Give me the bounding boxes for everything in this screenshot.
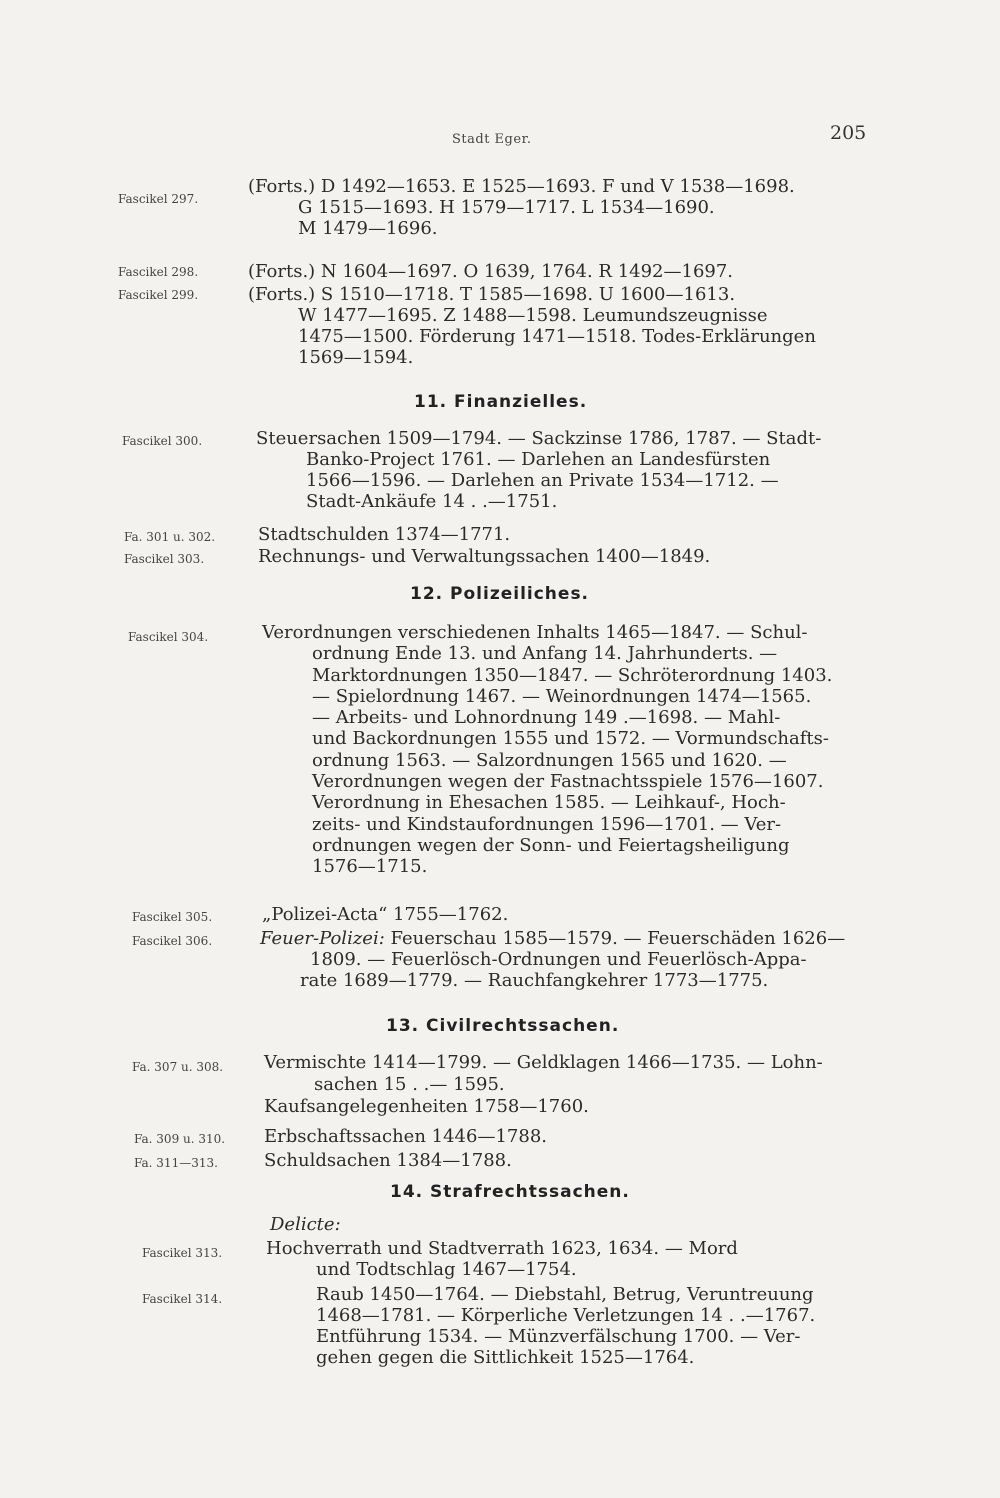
entry-label: Fascikel 298. xyxy=(118,265,199,279)
entry-line: (Forts.) N 1604—1697. O 1639, 1764. R 1492—1697. xyxy=(248,261,734,282)
entry-line: 1475—1500. Förderung 1471—1518. Todes-Erklärungen xyxy=(298,326,816,347)
entry-label: Fascikel 306. xyxy=(132,934,213,948)
entry-line: ordnungen wegen der Sonn- und Feiertagsheiligung xyxy=(312,834,790,856)
entry-line: Vermischte 1414—1799. — Geldklagen 1466—1735. — Lohn- xyxy=(264,1052,823,1073)
entry-label: Fa. 309 u. 310. xyxy=(134,1132,226,1146)
entry-line: — Spielordnung 1467. — Weinordnungen 1474—1565. xyxy=(312,685,812,707)
entry-line: — Arbeits- und Lohnordnung 149 .—1698. — Mahl- xyxy=(312,707,781,729)
entry-body xyxy=(262,904,882,925)
entry-line: und Todtschlag 1467—1754. xyxy=(316,1259,577,1280)
entry-label: Fa. 311—313. xyxy=(134,1156,218,1170)
entry-line: ordnung Ende 13. und Anfang 14. Jahrhunderts. — xyxy=(312,643,778,665)
entry-label: Fascikel 314. xyxy=(142,1292,223,1306)
entry-line: sachen 15 . .— 1595. xyxy=(314,1074,505,1095)
entry-line: Kaufsangelegenheiten 1758—1760. xyxy=(264,1096,589,1117)
entry-body xyxy=(262,622,882,878)
entry-line: Raub 1450—1764. — Diebstahl, Betrug, Veruntreuung xyxy=(316,1284,814,1305)
entry-line: gehen gegen die Sittlichkeit 1525—1764. xyxy=(316,1347,695,1368)
entry-line: Verordnungen wegen der Fastnachtsspiele 1576—1607. xyxy=(312,771,824,793)
book-page: Stadt Eger. 205 Fascikel 297. (Forts.) D 1492—1653. E 1525—1693. F und V 1538—1698. G 1515—1693. H 1579—1717. L 1534—1690. M 1479—1696. Fascikel 298. (Forts.) N 1604—1697. O 1639, 1764. R 1492—1697. Fascikel 299. (Forts.) S 1510—1718. T 1585—1698. U 1600—1613. W 1477—1695. Z 1488—1598. Leumundszeugnisse 1475—1500. Förderung 1471—1518. Todes-Erklärungen 1569—1594. 11. Finanzielles. Fascikel 300. Steuersachen 1509—1794. — Sackzinse 1786, 1787. — Stadt- Banko-Project 1761. — Darlehen an Landesfürsten 1566—1596. — Darlehen an Private 1534—1712. — Stadt-Ankäufe 14 . .—1751. Fa. 301 u. 302. Stadtschulden 1374—1771. Fascikel 303. Rechnungs- und Verwaltungssachen 1400—1849. 12. Polizeiliches. Fascikel 304. Verordnungen verschiedenen Inhalts 1465—1847. — Schul- ordnung Ende 13. und Anfang 14. Jahrhunderts. — Marktordnungen 1350—1847. — Schröterordnung 1403. — Spielordnung 1467. — Weinordnungen 1474—1565. — Arbeits- und Lohnordnung 149 .—1698. — Mahl- und Backordnungen 1555 und 1572. — Vormundschafts- ordnung 1563. — Salzordnungen 1565 und 1620. — Verordnungen wegen der Fastnachtsspiele 1576—1607. Verordnung in Ehesachen 1585. — Leihkauf-, Hoch- zeits- und Kindstaufordnungen 1596—1701. — Ver- ordnungen wegen der Sonn- und Feiertagsheiligung 1576—1715. Fascikel 305. „Polizei-Acta“ 1755—1762. Fascikel 306. Feuer-Polizei: Feuerschau 1585—1579. — Feuerschäden 1626— 1809. — Feuerlösch-Ordnungen und Feuerlösch-Appa- rate 1689—1779. — Rauchfangkehrer 1773—1775. 13. Civilrechtssachen. Fa. 307 u. 308. Vermischte 1414—1799. — Geldklagen 1466—1735. — Lohn- sachen 15 . .— 1595. Kaufsangelegenheiten 1758—1760. Fa. 309 u. 310. Erbschaftssachen 1446—1788. Fa. 311—313. Schuldsachen 1384—1788. 14. Strafrechtssachen. Delicte: Fascikel 313. Hochverrath und Stadtverrath 1623, 1634. — Mord und Todtschlag 1467—1754. Fascikel 314. Raub 1450—1764. — Diebstahl, Betrug, Veruntreuung 1468—1781. — Körperliche Verletzungen 14 . .—1767. Entführung 1534. — Münzverfälschung 1700. — Ver- gehen gegen die Sittlichkeit 1525—1764. xyxy=(0,0,1000,1498)
entry-body xyxy=(256,428,876,512)
entry-subject-italic: Feuer-Polizei: xyxy=(260,928,385,949)
entry-line: M 1479—1696. xyxy=(298,218,438,239)
entry-line: Erbschaftssachen 1446—1788. xyxy=(264,1126,547,1147)
entry-line: (Forts.) S 1510—1718. T 1585—1698. U 1600—1613. xyxy=(248,284,736,305)
entry-line: Marktordnungen 1350—1847. — Schröterordnung 1403. xyxy=(312,664,833,686)
entry-line: 1468—1781. — Körperliche Verletzungen 14 . .—1767. xyxy=(316,1305,816,1326)
entry-body xyxy=(264,1150,884,1171)
delicte-label: Delicte: xyxy=(270,1214,341,1235)
entry-label: Fascikel 299. xyxy=(118,288,199,302)
entry-line: Rechnungs- und Verwaltungssachen 1400—1849. xyxy=(258,546,711,567)
entry-line: Steuersachen 1509—1794. — Sackzinse 1786, 1787. — Stadt- xyxy=(256,428,822,449)
entry-line: Hochverrath und Stadtverrath 1623, 1634. — Mord xyxy=(266,1238,738,1259)
entry-body xyxy=(258,546,878,567)
page-number: 205 xyxy=(830,122,867,144)
entry-body xyxy=(248,284,868,368)
entry-line: zeits- und Kindstaufordnungen 1596—1701. — Ver- xyxy=(312,813,782,835)
entry-label: Fascikel 305. xyxy=(132,910,213,924)
entry-body xyxy=(264,1126,884,1147)
entry-line: 1576—1715. xyxy=(312,856,428,878)
entry-line: 1566—1596. — Darlehen an Private 1534—1712. — xyxy=(306,470,779,491)
entry-line: G 1515—1693. H 1579—1717. L 1534—1690. xyxy=(298,197,715,218)
entry-body xyxy=(260,928,880,991)
entry-line: (Forts.) D 1492—1653. E 1525—1693. F und V 1538—1698. xyxy=(248,176,795,197)
entry-line: Entführung 1534. — Münzverfälschung 1700. — Ver- xyxy=(316,1326,801,1347)
entry-label: Fa. 301 u. 302. xyxy=(124,530,216,544)
entry-label: Fascikel 297. xyxy=(118,192,199,206)
entry-line: Verordnung in Ehesachen 1585. — Leihkauf-, Hoch- xyxy=(312,792,786,814)
entry-line: W 1477—1695. Z 1488—1598. Leumundszeugnisse xyxy=(298,305,768,326)
entry-line: Feuer-Polizei: Feuerschau 1585—1579. — Feuerschäden 1626— xyxy=(260,928,846,949)
entry-body xyxy=(266,1238,886,1280)
entry-line: Banko-Project 1761. — Darlehen an Landesfürsten xyxy=(306,449,771,470)
entry-body xyxy=(316,1284,936,1368)
entry-line: ordnung 1563. — Salzordnungen 1565 und 1620. — xyxy=(312,749,787,771)
entry-label: Fa. 307 u. 308. xyxy=(132,1060,224,1074)
running-head: Stadt Eger. xyxy=(452,132,532,147)
entry-line: „Polizei-Acta“ 1755—1762. xyxy=(262,904,509,925)
entry-line: und Backordnungen 1555 und 1572. — Vormundschafts- xyxy=(312,728,829,750)
entry-line: Stadtschulden 1374—1771. xyxy=(258,524,511,545)
entry-label: Fascikel 313. xyxy=(142,1246,223,1260)
entry-body xyxy=(264,1052,884,1118)
entry-line: Schuldsachen 1384—1788. xyxy=(264,1150,512,1171)
entry-line: Verordnungen verschiedenen Inhalts 1465—1847. — Schul- xyxy=(262,622,808,643)
entry-label: Fascikel 300. xyxy=(122,434,203,448)
entry-line: Stadt-Ankäufe 14 . .—1751. xyxy=(306,491,558,512)
entry-line: 1569—1594. xyxy=(298,347,414,368)
entry-line: 1809. — Feuerlösch-Ordnungen und Feuerlösch-Appa- xyxy=(310,949,807,970)
entry-label: Fascikel 304. xyxy=(128,630,209,644)
entry-body xyxy=(258,524,878,545)
entry-label: Fascikel 303. xyxy=(124,552,205,566)
entry-body xyxy=(248,261,868,282)
entry-line: rate 1689—1779. — Rauchfangkehrer 1773—1775. xyxy=(300,970,769,991)
entry-body xyxy=(248,176,868,239)
